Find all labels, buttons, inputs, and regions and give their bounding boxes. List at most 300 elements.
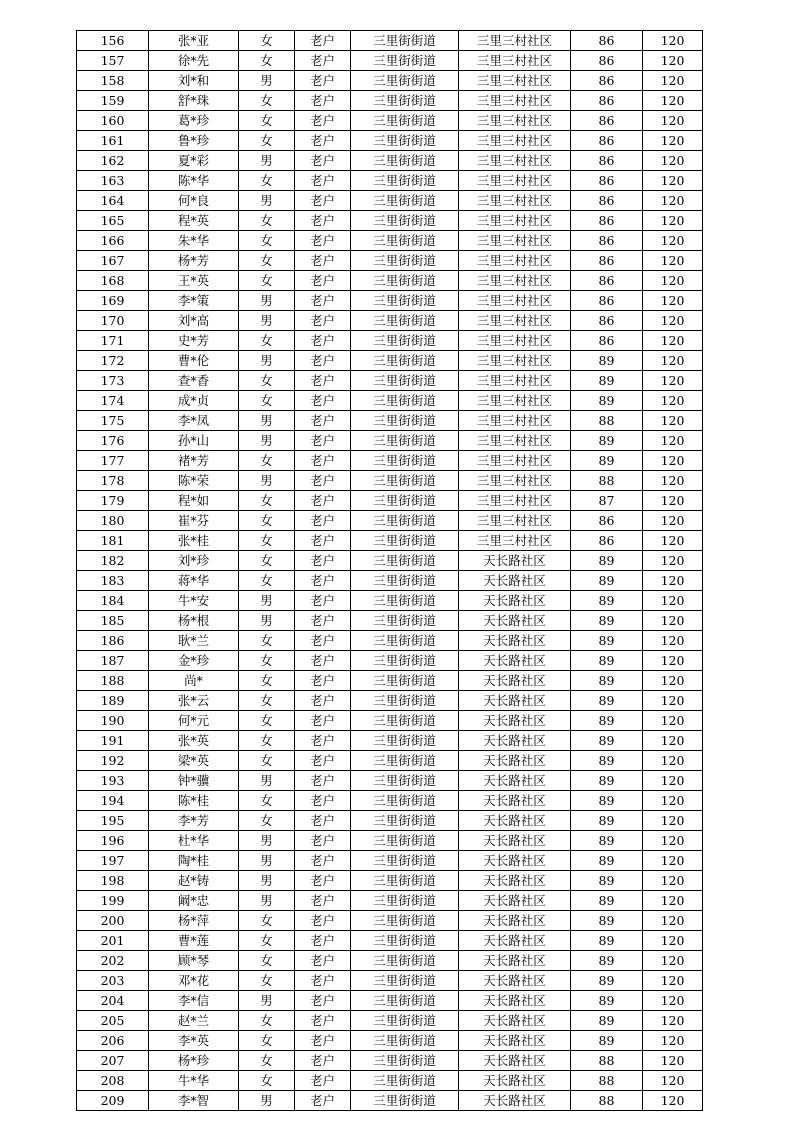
cell-age: 89	[571, 951, 643, 971]
cell-gender: 女	[239, 491, 295, 511]
cell-amount: 120	[643, 911, 703, 931]
cell-index: 171	[77, 331, 149, 351]
cell-subdistrict: 三里街街道	[351, 91, 459, 111]
cell-gender: 女	[239, 911, 295, 931]
cell-age: 89	[571, 911, 643, 931]
cell-amount: 120	[643, 491, 703, 511]
cell-age: 89	[571, 851, 643, 871]
cell-index: 172	[77, 351, 149, 371]
cell-community: 天长路社区	[459, 671, 571, 691]
cell-community: 三里三村社区	[459, 311, 571, 331]
cell-age: 89	[571, 671, 643, 691]
cell-subdistrict: 三里街街道	[351, 651, 459, 671]
cell-household-type: 老户	[295, 431, 351, 451]
table-row	[77, 111, 703, 131]
cell-gender: 女	[239, 751, 295, 771]
table-row	[77, 871, 703, 891]
cell-household-type: 老户	[295, 931, 351, 951]
cell-name: 蒋*华	[149, 571, 239, 591]
cell-gender: 女	[239, 951, 295, 971]
cell-community: 天长路社区	[459, 1051, 571, 1071]
cell-index: 176	[77, 431, 149, 451]
cell-amount: 120	[643, 531, 703, 551]
cell-amount: 120	[643, 1011, 703, 1031]
cell-name: 舒*珠	[149, 91, 239, 111]
cell-subdistrict: 三里街街道	[351, 211, 459, 231]
cell-gender: 女	[239, 511, 295, 531]
cell-index: 196	[77, 831, 149, 851]
cell-community: 天长路社区	[459, 911, 571, 931]
cell-community: 三里三村社区	[459, 451, 571, 471]
cell-household-type: 老户	[295, 1071, 351, 1091]
cell-subdistrict: 三里街街道	[351, 451, 459, 471]
cell-community: 三里三村社区	[459, 111, 571, 131]
table-row	[77, 911, 703, 931]
cell-index: 197	[77, 851, 149, 871]
cell-community: 天长路社区	[459, 571, 571, 591]
cell-name: 查*香	[149, 371, 239, 391]
cell-community: 天长路社区	[459, 871, 571, 891]
cell-index: 192	[77, 751, 149, 771]
cell-name: 邓*花	[149, 971, 239, 991]
cell-name: 陈*华	[149, 171, 239, 191]
cell-gender: 女	[239, 111, 295, 131]
cell-gender: 男	[239, 351, 295, 371]
table-row	[77, 1011, 703, 1031]
cell-name: 赵*铸	[149, 871, 239, 891]
cell-name: 陈*桂	[149, 791, 239, 811]
cell-gender: 女	[239, 91, 295, 111]
cell-subdistrict: 三里街街道	[351, 351, 459, 371]
cell-household-type: 老户	[295, 331, 351, 351]
cell-index: 163	[77, 171, 149, 191]
cell-household-type: 老户	[295, 351, 351, 371]
cell-household-type: 老户	[295, 1031, 351, 1051]
cell-name: 崔*芬	[149, 511, 239, 531]
cell-gender: 女	[239, 671, 295, 691]
cell-gender: 女	[239, 51, 295, 71]
cell-community: 天长路社区	[459, 1011, 571, 1031]
cell-age: 86	[571, 91, 643, 111]
cell-age: 86	[571, 171, 643, 191]
cell-name: 尚*	[149, 671, 239, 691]
cell-subdistrict: 三里街街道	[351, 71, 459, 91]
cell-age: 86	[571, 51, 643, 71]
cell-amount: 120	[643, 171, 703, 191]
cell-household-type: 老户	[295, 491, 351, 511]
cell-age: 89	[571, 351, 643, 371]
cell-amount: 120	[643, 91, 703, 111]
cell-amount: 120	[643, 331, 703, 351]
cell-amount: 120	[643, 411, 703, 431]
cell-index: 159	[77, 91, 149, 111]
table-row	[77, 451, 703, 471]
cell-name: 张*云	[149, 691, 239, 711]
table-row	[77, 371, 703, 391]
cell-community: 天长路社区	[459, 611, 571, 631]
cell-age: 89	[571, 871, 643, 891]
cell-age: 88	[571, 471, 643, 491]
cell-household-type: 老户	[295, 231, 351, 251]
cell-name: 褚*芳	[149, 451, 239, 471]
cell-amount: 120	[643, 131, 703, 151]
cell-gender: 男	[239, 611, 295, 631]
cell-community: 天长路社区	[459, 631, 571, 651]
cell-gender: 男	[239, 891, 295, 911]
cell-gender: 女	[239, 31, 295, 51]
cell-gender: 男	[239, 1091, 295, 1111]
cell-age: 89	[571, 711, 643, 731]
cell-gender: 女	[239, 251, 295, 271]
cell-gender: 女	[239, 231, 295, 251]
cell-name: 何*良	[149, 191, 239, 211]
cell-household-type: 老户	[295, 571, 351, 591]
cell-amount: 120	[643, 931, 703, 951]
cell-subdistrict: 三里街街道	[351, 591, 459, 611]
cell-household-type: 老户	[295, 551, 351, 571]
cell-gender: 女	[239, 691, 295, 711]
cell-index: 173	[77, 371, 149, 391]
cell-age: 86	[571, 271, 643, 291]
cell-household-type: 老户	[295, 951, 351, 971]
cell-household-type: 老户	[295, 531, 351, 551]
cell-age: 89	[571, 551, 643, 571]
cell-age: 89	[571, 891, 643, 911]
cell-index: 200	[77, 911, 149, 931]
cell-amount: 120	[643, 211, 703, 231]
cell-amount: 120	[643, 751, 703, 771]
cell-index: 177	[77, 451, 149, 471]
cell-community: 天长路社区	[459, 1091, 571, 1111]
cell-amount: 120	[643, 891, 703, 911]
cell-community: 三里三村社区	[459, 31, 571, 51]
cell-name: 耿*兰	[149, 631, 239, 651]
cell-community: 三里三村社区	[459, 271, 571, 291]
cell-community: 三里三村社区	[459, 51, 571, 71]
cell-amount: 120	[643, 1071, 703, 1091]
cell-amount: 120	[643, 791, 703, 811]
cell-name: 陶*桂	[149, 851, 239, 871]
cell-subdistrict: 三里街街道	[351, 1011, 459, 1031]
cell-age: 86	[571, 151, 643, 171]
cell-index: 207	[77, 1051, 149, 1071]
table-row	[77, 271, 703, 291]
cell-gender: 女	[239, 971, 295, 991]
cell-household-type: 老户	[295, 271, 351, 291]
cell-name: 阚*忠	[149, 891, 239, 911]
cell-subdistrict: 三里街街道	[351, 931, 459, 951]
table-row	[77, 791, 703, 811]
cell-community: 天长路社区	[459, 971, 571, 991]
cell-gender: 男	[239, 591, 295, 611]
cell-community: 三里三村社区	[459, 171, 571, 191]
cell-age: 89	[571, 991, 643, 1011]
cell-name: 孙*山	[149, 431, 239, 451]
cell-household-type: 老户	[295, 891, 351, 911]
cell-community: 天长路社区	[459, 731, 571, 751]
cell-name: 梁*英	[149, 751, 239, 771]
cell-amount: 120	[643, 1051, 703, 1071]
table-row	[77, 491, 703, 511]
cell-age: 88	[571, 1071, 643, 1091]
cell-index: 167	[77, 251, 149, 271]
cell-community: 三里三村社区	[459, 131, 571, 151]
cell-age: 88	[571, 411, 643, 431]
cell-age: 86	[571, 71, 643, 91]
cell-index: 182	[77, 551, 149, 571]
cell-community: 三里三村社区	[459, 531, 571, 551]
table-row	[77, 251, 703, 271]
cell-gender: 男	[239, 991, 295, 1011]
cell-community: 三里三村社区	[459, 151, 571, 171]
cell-subdistrict: 三里街街道	[351, 951, 459, 971]
cell-index: 208	[77, 1071, 149, 1091]
cell-community: 天长路社区	[459, 591, 571, 611]
cell-gender: 女	[239, 651, 295, 671]
table-row	[77, 171, 703, 191]
cell-index: 156	[77, 31, 149, 51]
cell-index: 180	[77, 511, 149, 531]
cell-age: 89	[571, 611, 643, 631]
table-row	[77, 731, 703, 751]
cell-gender: 男	[239, 411, 295, 431]
cell-amount: 120	[643, 511, 703, 531]
cell-name: 张*英	[149, 731, 239, 751]
cell-community: 天长路社区	[459, 891, 571, 911]
cell-gender: 女	[239, 211, 295, 231]
cell-age: 89	[571, 771, 643, 791]
cell-household-type: 老户	[295, 471, 351, 491]
cell-amount: 120	[643, 831, 703, 851]
cell-index: 169	[77, 291, 149, 311]
cell-subdistrict: 三里街街道	[351, 811, 459, 831]
cell-name: 何*元	[149, 711, 239, 731]
cell-amount: 120	[643, 391, 703, 411]
cell-community: 三里三村社区	[459, 471, 571, 491]
table-row	[77, 191, 703, 211]
cell-name: 杨*芳	[149, 251, 239, 271]
cell-name: 刘*珍	[149, 551, 239, 571]
cell-index: 186	[77, 631, 149, 651]
cell-subdistrict: 三里街街道	[351, 311, 459, 331]
cell-age: 89	[571, 651, 643, 671]
cell-community: 三里三村社区	[459, 351, 571, 371]
table-row	[77, 571, 703, 591]
cell-household-type: 老户	[295, 1011, 351, 1031]
cell-community: 三里三村社区	[459, 431, 571, 451]
cell-amount: 120	[643, 1031, 703, 1051]
cell-amount: 120	[643, 731, 703, 751]
cell-amount: 120	[643, 271, 703, 291]
cell-amount: 120	[643, 551, 703, 571]
cell-household-type: 老户	[295, 771, 351, 791]
cell-community: 天长路社区	[459, 811, 571, 831]
cell-subdistrict: 三里街街道	[351, 291, 459, 311]
cell-subdistrict: 三里街街道	[351, 111, 459, 131]
cell-index: 205	[77, 1011, 149, 1031]
cell-community: 天长路社区	[459, 771, 571, 791]
table-row	[77, 951, 703, 971]
cell-community: 三里三村社区	[459, 511, 571, 531]
cell-household-type: 老户	[295, 611, 351, 631]
cell-household-type: 老户	[295, 451, 351, 471]
table-row	[77, 131, 703, 151]
cell-household-type: 老户	[295, 411, 351, 431]
table-row	[77, 511, 703, 531]
cell-subdistrict: 三里街街道	[351, 571, 459, 591]
cell-gender: 女	[239, 371, 295, 391]
table-row	[77, 631, 703, 651]
cell-gender: 女	[239, 811, 295, 831]
cell-age: 89	[571, 731, 643, 751]
cell-household-type: 老户	[295, 651, 351, 671]
cell-name: 钟*骥	[149, 771, 239, 791]
cell-gender: 女	[239, 451, 295, 471]
cell-community: 天长路社区	[459, 851, 571, 871]
cell-subdistrict: 三里街街道	[351, 971, 459, 991]
cell-name: 成*贞	[149, 391, 239, 411]
cell-community: 天长路社区	[459, 791, 571, 811]
cell-household-type: 老户	[295, 251, 351, 271]
cell-index: 174	[77, 391, 149, 411]
cell-household-type: 老户	[295, 671, 351, 691]
table-row	[77, 811, 703, 831]
cell-index: 187	[77, 651, 149, 671]
cell-name: 李*凤	[149, 411, 239, 431]
table-row	[77, 91, 703, 111]
cell-subdistrict: 三里街街道	[351, 231, 459, 251]
cell-name: 张*亚	[149, 31, 239, 51]
cell-household-type: 老户	[295, 1091, 351, 1111]
cell-gender: 女	[239, 571, 295, 591]
cell-subdistrict: 三里街街道	[351, 31, 459, 51]
cell-name: 刘*和	[149, 71, 239, 91]
cell-subdistrict: 三里街街道	[351, 851, 459, 871]
table-row	[77, 431, 703, 451]
cell-household-type: 老户	[295, 831, 351, 851]
cell-community: 三里三村社区	[459, 191, 571, 211]
cell-household-type: 老户	[295, 811, 351, 831]
cell-name: 杨*珍	[149, 1051, 239, 1071]
cell-name: 杜*华	[149, 831, 239, 851]
cell-household-type: 老户	[295, 211, 351, 231]
cell-age: 86	[571, 131, 643, 151]
cell-age: 89	[571, 591, 643, 611]
cell-name: 李*信	[149, 991, 239, 1011]
cell-household-type: 老户	[295, 371, 351, 391]
cell-age: 89	[571, 1011, 643, 1031]
table-row	[77, 651, 703, 671]
cell-index: 162	[77, 151, 149, 171]
cell-subdistrict: 三里街街道	[351, 551, 459, 571]
cell-household-type: 老户	[295, 1051, 351, 1071]
cell-gender: 女	[239, 711, 295, 731]
table-row	[77, 471, 703, 491]
cell-name: 陈*荣	[149, 471, 239, 491]
table-row	[77, 611, 703, 631]
cell-amount: 120	[643, 231, 703, 251]
cell-index: 168	[77, 271, 149, 291]
cell-gender: 男	[239, 191, 295, 211]
cell-index: 190	[77, 711, 149, 731]
table-row	[77, 1091, 703, 1111]
cell-name: 徐*先	[149, 51, 239, 71]
cell-gender: 男	[239, 471, 295, 491]
cell-subdistrict: 三里街街道	[351, 611, 459, 631]
cell-gender: 男	[239, 771, 295, 791]
table-body	[77, 31, 703, 1111]
cell-name: 王*英	[149, 271, 239, 291]
table-row	[77, 531, 703, 551]
cell-name: 刘*高	[149, 311, 239, 331]
cell-subdistrict: 三里街街道	[351, 1091, 459, 1111]
cell-amount: 120	[643, 771, 703, 791]
cell-subdistrict: 三里街街道	[351, 731, 459, 751]
cell-gender: 男	[239, 871, 295, 891]
cell-subdistrict: 三里街街道	[351, 471, 459, 491]
table-row	[77, 211, 703, 231]
cell-amount: 120	[643, 971, 703, 991]
cell-amount: 120	[643, 311, 703, 331]
cell-amount: 120	[643, 71, 703, 91]
cell-household-type: 老户	[295, 911, 351, 931]
cell-household-type: 老户	[295, 91, 351, 111]
cell-name: 牛*安	[149, 591, 239, 611]
cell-gender: 女	[239, 171, 295, 191]
table-row	[77, 411, 703, 431]
cell-subdistrict: 三里街街道	[351, 331, 459, 351]
cell-amount: 120	[643, 371, 703, 391]
cell-name: 牛*华	[149, 1071, 239, 1091]
cell-household-type: 老户	[295, 151, 351, 171]
cell-community: 天长路社区	[459, 751, 571, 771]
cell-gender: 女	[239, 1011, 295, 1031]
cell-amount: 120	[643, 711, 703, 731]
cell-community: 天长路社区	[459, 651, 571, 671]
cell-subdistrict: 三里街街道	[351, 891, 459, 911]
table-row	[77, 291, 703, 311]
cell-community: 天长路社区	[459, 1031, 571, 1051]
cell-community: 三里三村社区	[459, 391, 571, 411]
cell-name: 曹*莲	[149, 931, 239, 951]
cell-community: 三里三村社区	[459, 331, 571, 351]
cell-gender: 女	[239, 331, 295, 351]
cell-amount: 120	[643, 471, 703, 491]
table-row	[77, 1051, 703, 1071]
cell-age: 89	[571, 451, 643, 471]
cell-amount: 120	[643, 871, 703, 891]
cell-subdistrict: 三里街街道	[351, 1051, 459, 1071]
cell-index: 204	[77, 991, 149, 1011]
cell-index: 175	[77, 411, 149, 431]
cell-amount: 120	[643, 571, 703, 591]
cell-community: 三里三村社区	[459, 211, 571, 231]
cell-index: 160	[77, 111, 149, 131]
cell-name: 鲁*珍	[149, 131, 239, 151]
table-row	[77, 331, 703, 351]
cell-name: 葛*珍	[149, 111, 239, 131]
table-row	[77, 691, 703, 711]
cell-subdistrict: 三里街街道	[351, 391, 459, 411]
cell-index: 209	[77, 1091, 149, 1111]
cell-index: 181	[77, 531, 149, 551]
cell-amount: 120	[643, 351, 703, 371]
cell-subdistrict: 三里街街道	[351, 991, 459, 1011]
cell-household-type: 老户	[295, 291, 351, 311]
cell-name: 李*英	[149, 1031, 239, 1051]
cell-name: 李*智	[149, 1091, 239, 1111]
cell-amount: 120	[643, 191, 703, 211]
